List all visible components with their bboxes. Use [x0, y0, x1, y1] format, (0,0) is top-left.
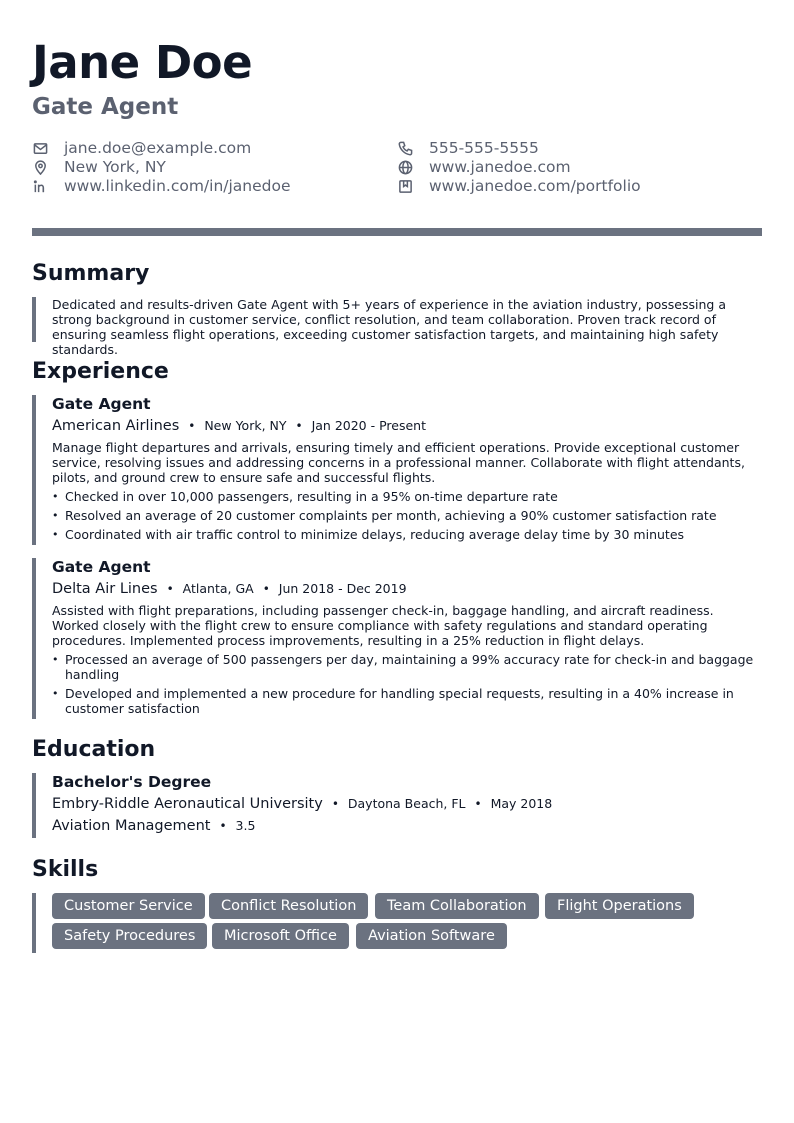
field-of-study: Aviation Management: [52, 818, 211, 834]
meta-separator: •: [188, 419, 196, 433]
globe-icon: [397, 159, 413, 175]
map-pin-icon: [32, 159, 48, 175]
job-entry: [52, 395, 762, 545]
job-title: Gate Agent: [52, 395, 151, 413]
contact-portfolio[interactable]: [397, 177, 641, 195]
job-company: Delta Air Lines: [52, 581, 158, 597]
linkedin-icon: [32, 178, 48, 194]
candidate-role: Gate Agent: [32, 94, 179, 120]
skill-tag: Team Collaboration: [375, 893, 539, 919]
job-location: New York, NY: [204, 418, 287, 433]
education-entry: [52, 773, 762, 838]
bookmark-icon: [397, 178, 413, 194]
job-bullet: • Developed and implemented a new procedure for handling special requests, resulting in a 40% increase in customer satisfaction: [52, 686, 762, 716]
summary-heading: Summary: [32, 261, 150, 286]
job-bullets: [52, 652, 762, 716]
contact-portfolio-text: www.janedoe.com/portfolio: [429, 177, 641, 195]
experience-heading: Experience: [32, 359, 169, 384]
job-meta: [52, 418, 426, 434]
contact-phone-text: 555-555-5555: [429, 139, 539, 157]
skill-tag: Aviation Software: [356, 923, 507, 949]
job-bullet: • Processed an average of 500 passengers per day, maintaining a 99% accuracy rate for check-in and baggage handling: [52, 652, 762, 682]
skill-tag: Flight Operations: [545, 893, 694, 919]
skills-accent-bar: [32, 893, 36, 953]
skill-tag: Microsoft Office: [212, 923, 349, 949]
contact-email-text: jane.doe@example.com: [64, 139, 252, 157]
meta-separator: •: [331, 797, 339, 811]
job-bullet: • Resolved an average of 20 customer complaints per month, achieving a 90% customer satisfaction rate: [52, 508, 762, 523]
job-description: Assisted with flight preparations, including passenger check-in, baggage handling, and aircraft readiness. Worked closely with the flight crew to ensure compliance with safety regulations and standard operating procedures. Implemented process improvements, resulting in a 25% reduction in flight delays.: [52, 603, 714, 648]
job-accent-bar: [32, 558, 36, 719]
job-bullets: [52, 489, 762, 542]
education-meta: [52, 796, 552, 812]
contact-location: [32, 158, 166, 176]
skill-tag: Customer Service: [52, 893, 205, 919]
job-meta: [52, 581, 407, 597]
meta-separator: •: [262, 582, 270, 596]
mail-icon: [32, 140, 48, 156]
contact-linkedin[interactable]: [32, 177, 291, 195]
contact-website-text: www.janedoe.com: [429, 158, 571, 176]
job-description: Manage flight departures and arrivals, ensuring timely and efficient operations. Provide exceptional customer service, resolving issues and addressing concerns in a professional manner. Collaborate with flight attendants, pilots, and ground crew to ensure safe and successful flights.: [52, 440, 745, 485]
education-accent-bar: [32, 773, 36, 838]
gpa-value: 3.5: [235, 818, 256, 833]
job-bullet: • Checked in over 10,000 passengers, resulting in a 95% on-time departure rate: [52, 489, 762, 504]
contact-email[interactable]: [32, 139, 251, 157]
summary-accent-bar: [32, 297, 36, 342]
job-bullet: • Coordinated with air traffic control to minimize delays, reducing average delay time by 30 minutes: [52, 527, 762, 542]
skill-tag: Conflict Resolution: [209, 893, 368, 919]
meta-separator: •: [295, 419, 303, 433]
summary-text: Dedicated and results-driven Gate Agent with 5+ years of experience in the aviation industry, possessing a strong background in customer service, conflict resolution, and team collaboration. Proven track record of ensuring seamless flight operations, exceeding customer satisfaction targets, and maintaining high safety standards.: [52, 297, 726, 357]
school-location: Daytona Beach, FL: [347, 796, 466, 811]
skills-heading: Skills: [32, 857, 99, 882]
education-field-row: [52, 818, 255, 834]
meta-separator: •: [219, 819, 227, 833]
job-title: Gate Agent: [52, 558, 151, 576]
skills-list: [52, 893, 762, 953]
meta-separator: •: [166, 582, 174, 596]
job-location: Atlanta, GA: [182, 581, 254, 596]
contact-phone[interactable]: [397, 139, 539, 157]
degree-title: Bachelor's Degree: [52, 773, 212, 791]
job-entry: [52, 558, 762, 719]
school-name: Embry-Riddle Aeronautical University: [52, 796, 323, 812]
education-heading: Education: [32, 737, 156, 762]
job-company: American Airlines: [52, 418, 180, 434]
contact-location-text: New York, NY: [64, 158, 166, 176]
contact-website[interactable]: [397, 158, 571, 176]
job-dates: Jun 2018 - Dec 2019: [278, 581, 407, 596]
job-dates: Jan 2020 - Present: [311, 418, 426, 433]
skill-tag: Safety Procedures: [52, 923, 207, 949]
candidate-name: Jane Doe: [32, 36, 253, 89]
phone-icon: [397, 140, 413, 156]
contact-linkedin-text: www.linkedin.com/in/janedoe: [64, 177, 291, 195]
header-divider: [32, 228, 762, 236]
meta-separator: •: [474, 797, 482, 811]
job-accent-bar: [32, 395, 36, 545]
graduation-date: May 2018: [490, 796, 553, 811]
